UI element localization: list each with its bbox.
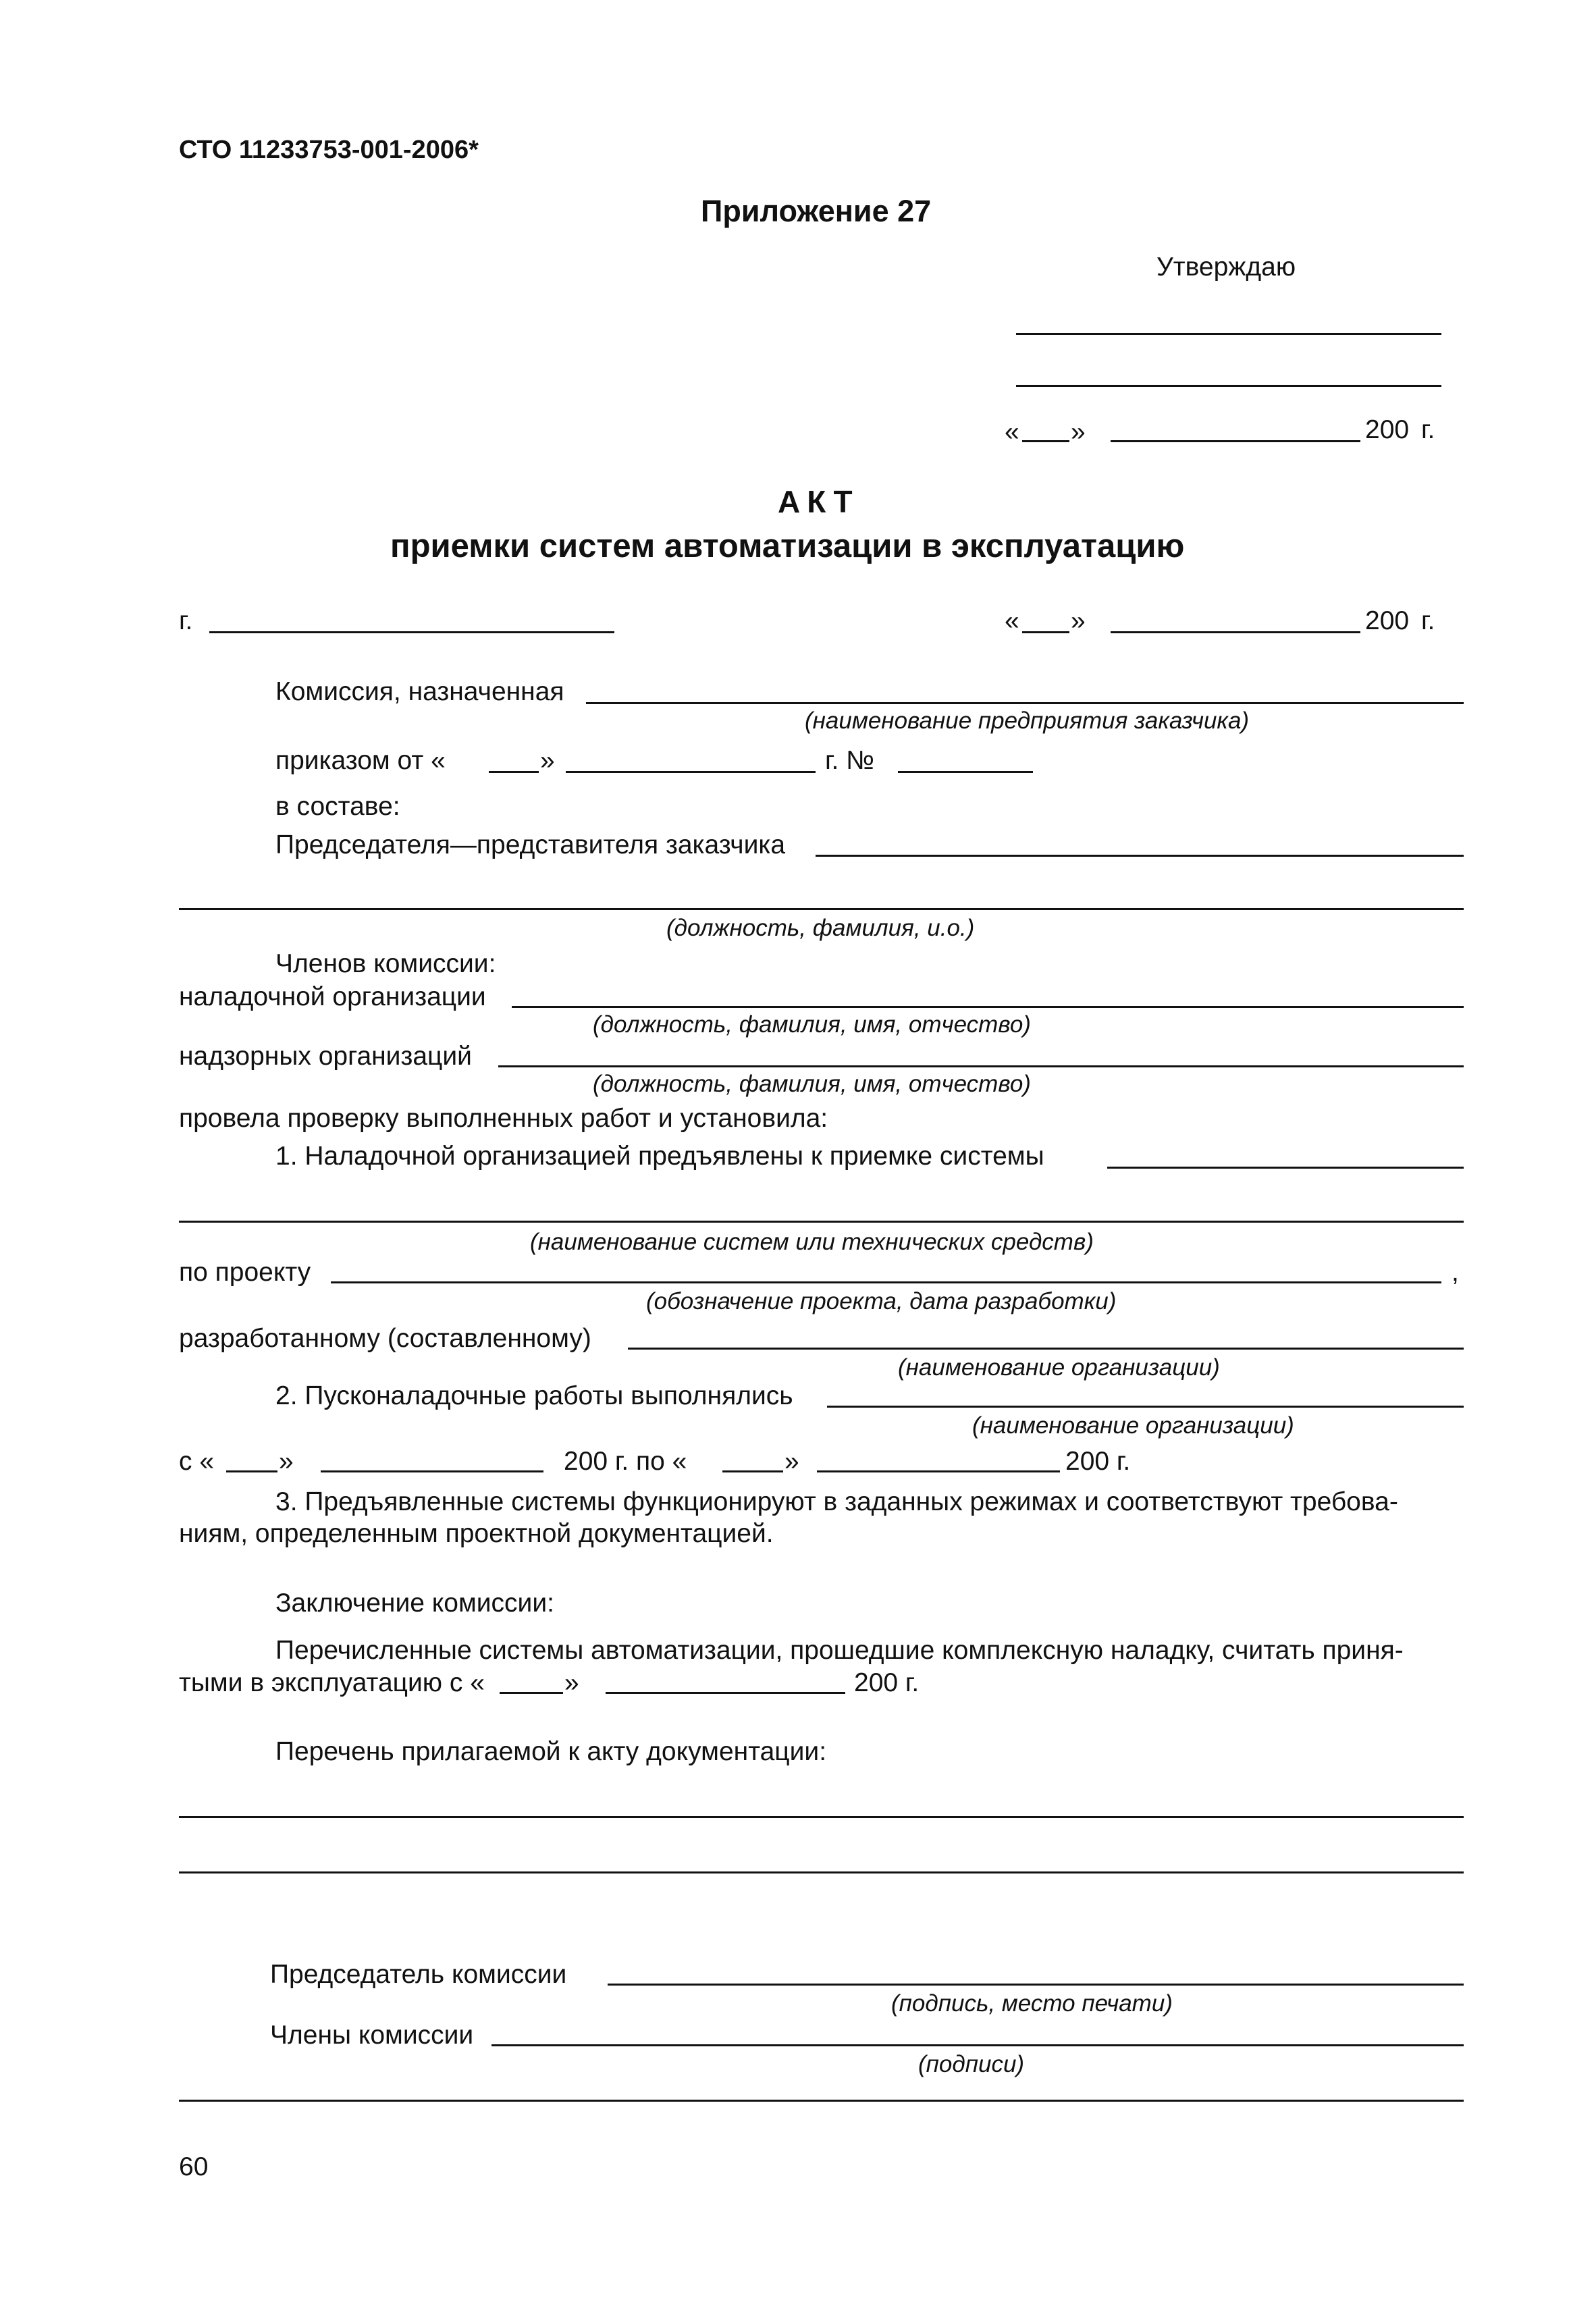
conclusion-year: 200 г. bbox=[854, 1668, 920, 1697]
order-number-line[interactable] bbox=[898, 771, 1033, 773]
item1-line[interactable] bbox=[1107, 1167, 1464, 1169]
item3-line2: ниям, определенным проектной документацией. bbox=[179, 1519, 774, 1548]
period-to-month-line[interactable] bbox=[817, 1470, 1060, 1472]
approval-day-line bbox=[1022, 440, 1069, 442]
date-quote-open: « bbox=[1005, 606, 1019, 635]
period-from-month-line[interactable] bbox=[321, 1470, 543, 1472]
approval-year-suffix: г. bbox=[1421, 415, 1435, 444]
chairman-signature-line[interactable] bbox=[608, 1984, 1464, 1986]
approval-year: 200 bbox=[1365, 415, 1410, 444]
page-number: 60 bbox=[179, 2152, 209, 2181]
order-g-no: г. № bbox=[825, 746, 874, 775]
document-code: СТО 11233753-001-2006* bbox=[179, 136, 479, 164]
date-day-line[interactable] bbox=[1022, 631, 1069, 633]
conclusion-quote-close: » bbox=[564, 1668, 579, 1697]
appendix-number: Приложение 27 bbox=[701, 194, 932, 228]
period-from-day-line[interactable] bbox=[226, 1470, 277, 1472]
period-to-day-line[interactable] bbox=[722, 1470, 783, 1472]
commission-appointed-label: Комиссия, назначенная bbox=[275, 677, 564, 706]
approval-quote-close: » bbox=[1071, 417, 1086, 446]
customer-enterprise-hint: (наименование предприятия заказчика) bbox=[805, 708, 1250, 734]
city-prefix: г. bbox=[179, 606, 193, 635]
chairman-representative-label: Председателя—представителя заказчика bbox=[275, 830, 786, 859]
approval-label: Утверждаю bbox=[1156, 252, 1296, 282]
item2-line[interactable] bbox=[827, 1406, 1464, 1408]
date-year: 200 bbox=[1365, 606, 1410, 635]
project-comma: , bbox=[1452, 1258, 1459, 1287]
supervisory-hint: (должность, фамилия, имя, отчество) bbox=[593, 1071, 1031, 1097]
supervisory-line[interactable] bbox=[498, 1065, 1464, 1067]
order-month-line[interactable] bbox=[566, 771, 816, 773]
item1-text: 1. Наладочной организацией предъявлены к приемке системы bbox=[275, 1142, 1044, 1171]
conclusion-month-line[interactable] bbox=[606, 1692, 845, 1694]
project-line[interactable] bbox=[331, 1281, 1441, 1283]
item2-hint: (наименование организации) bbox=[972, 1412, 1294, 1439]
composition-label: в составе: bbox=[275, 792, 400, 821]
item1-line-2[interactable] bbox=[179, 1221, 1464, 1223]
period-year1: 200 г. по « bbox=[564, 1447, 687, 1476]
attachments-line-2[interactable] bbox=[179, 1871, 1464, 1873]
date-year-suffix: г. bbox=[1421, 606, 1435, 635]
members-signature-line-2[interactable] bbox=[179, 2100, 1464, 2102]
approval-quote-open: « bbox=[1005, 417, 1019, 446]
developed-hint: (наименование организации) bbox=[898, 1354, 1220, 1381]
developed-label: разработанному (составленному) bbox=[179, 1324, 591, 1353]
approval-signature-line-1 bbox=[1016, 333, 1441, 335]
approval-signature-line-2 bbox=[1016, 385, 1441, 387]
period-from: с « bbox=[179, 1447, 215, 1476]
conclusion-line1: Перечисленные системы автоматизации, прошедшие комплексную наладку, считать приня- bbox=[275, 1636, 1404, 1665]
date-month-line[interactable] bbox=[1111, 631, 1360, 633]
order-day-line[interactable] bbox=[489, 771, 539, 773]
members-signature-line[interactable] bbox=[491, 2044, 1464, 2046]
date-quote-close: » bbox=[1071, 606, 1086, 635]
project-label: по проекту bbox=[179, 1258, 311, 1287]
adjust-org-hint: (должность, фамилия, имя, отчество) bbox=[593, 1011, 1031, 1038]
item2-text: 2. Пусконаладочные работы выполнялись bbox=[275, 1381, 793, 1410]
period-quote-close: » bbox=[279, 1447, 294, 1476]
conclusion-line2-prefix: тыми в эксплуатацию с « bbox=[179, 1668, 485, 1697]
item3-line1: 3. Предъявленные системы функционируют в заданных режимах и соответствуют требова- bbox=[275, 1487, 1398, 1516]
attachments-heading: Перечень прилагаемой к акту документации: bbox=[275, 1737, 827, 1766]
members-label: Членов комиссии: bbox=[275, 949, 496, 978]
city-line[interactable] bbox=[209, 631, 614, 633]
adjust-org-line[interactable] bbox=[512, 1006, 1464, 1008]
act-title: АКТ bbox=[778, 484, 859, 519]
order-prefix: приказом от « bbox=[275, 746, 446, 775]
chairman-signature-label: Председатель комиссии bbox=[270, 1960, 567, 1989]
members-signature-hint: (подписи) bbox=[918, 2051, 1025, 2077]
customer-enterprise-line[interactable] bbox=[586, 702, 1464, 704]
conclusion-heading: Заключение комиссии: bbox=[275, 1589, 554, 1618]
conclusion-day-line[interactable] bbox=[500, 1692, 563, 1694]
supervisory-label: надзорных организаций bbox=[179, 1042, 472, 1071]
attachments-line-1[interactable] bbox=[179, 1816, 1464, 1818]
act-subtitle: приемки систем автоматизации в эксплуатацию bbox=[390, 528, 1185, 564]
chairman-representative-hint: (должность, фамилия, и.о.) bbox=[666, 915, 975, 941]
period-quote-close-2: » bbox=[784, 1447, 799, 1476]
item1-hint: (наименование систем или технических средств) bbox=[530, 1229, 1094, 1255]
intro-text: провела проверку выполненных работ и установила: bbox=[179, 1104, 828, 1133]
approval-month-line bbox=[1111, 440, 1360, 442]
order-quote-close: » bbox=[540, 746, 555, 775]
members-signature-label: Члены комиссии bbox=[270, 2021, 474, 2050]
project-hint: (обозначение проекта, дата разработки) bbox=[646, 1288, 1117, 1314]
adjust-org-label: наладочной организации bbox=[179, 982, 486, 1011]
period-year2: 200 г. bbox=[1065, 1447, 1131, 1476]
chairman-representative-line-2[interactable] bbox=[179, 908, 1464, 910]
chairman-representative-line[interactable] bbox=[816, 855, 1464, 857]
developed-line[interactable] bbox=[628, 1348, 1464, 1350]
chairman-signature-hint: (подпись, место печати) bbox=[891, 1990, 1173, 2017]
